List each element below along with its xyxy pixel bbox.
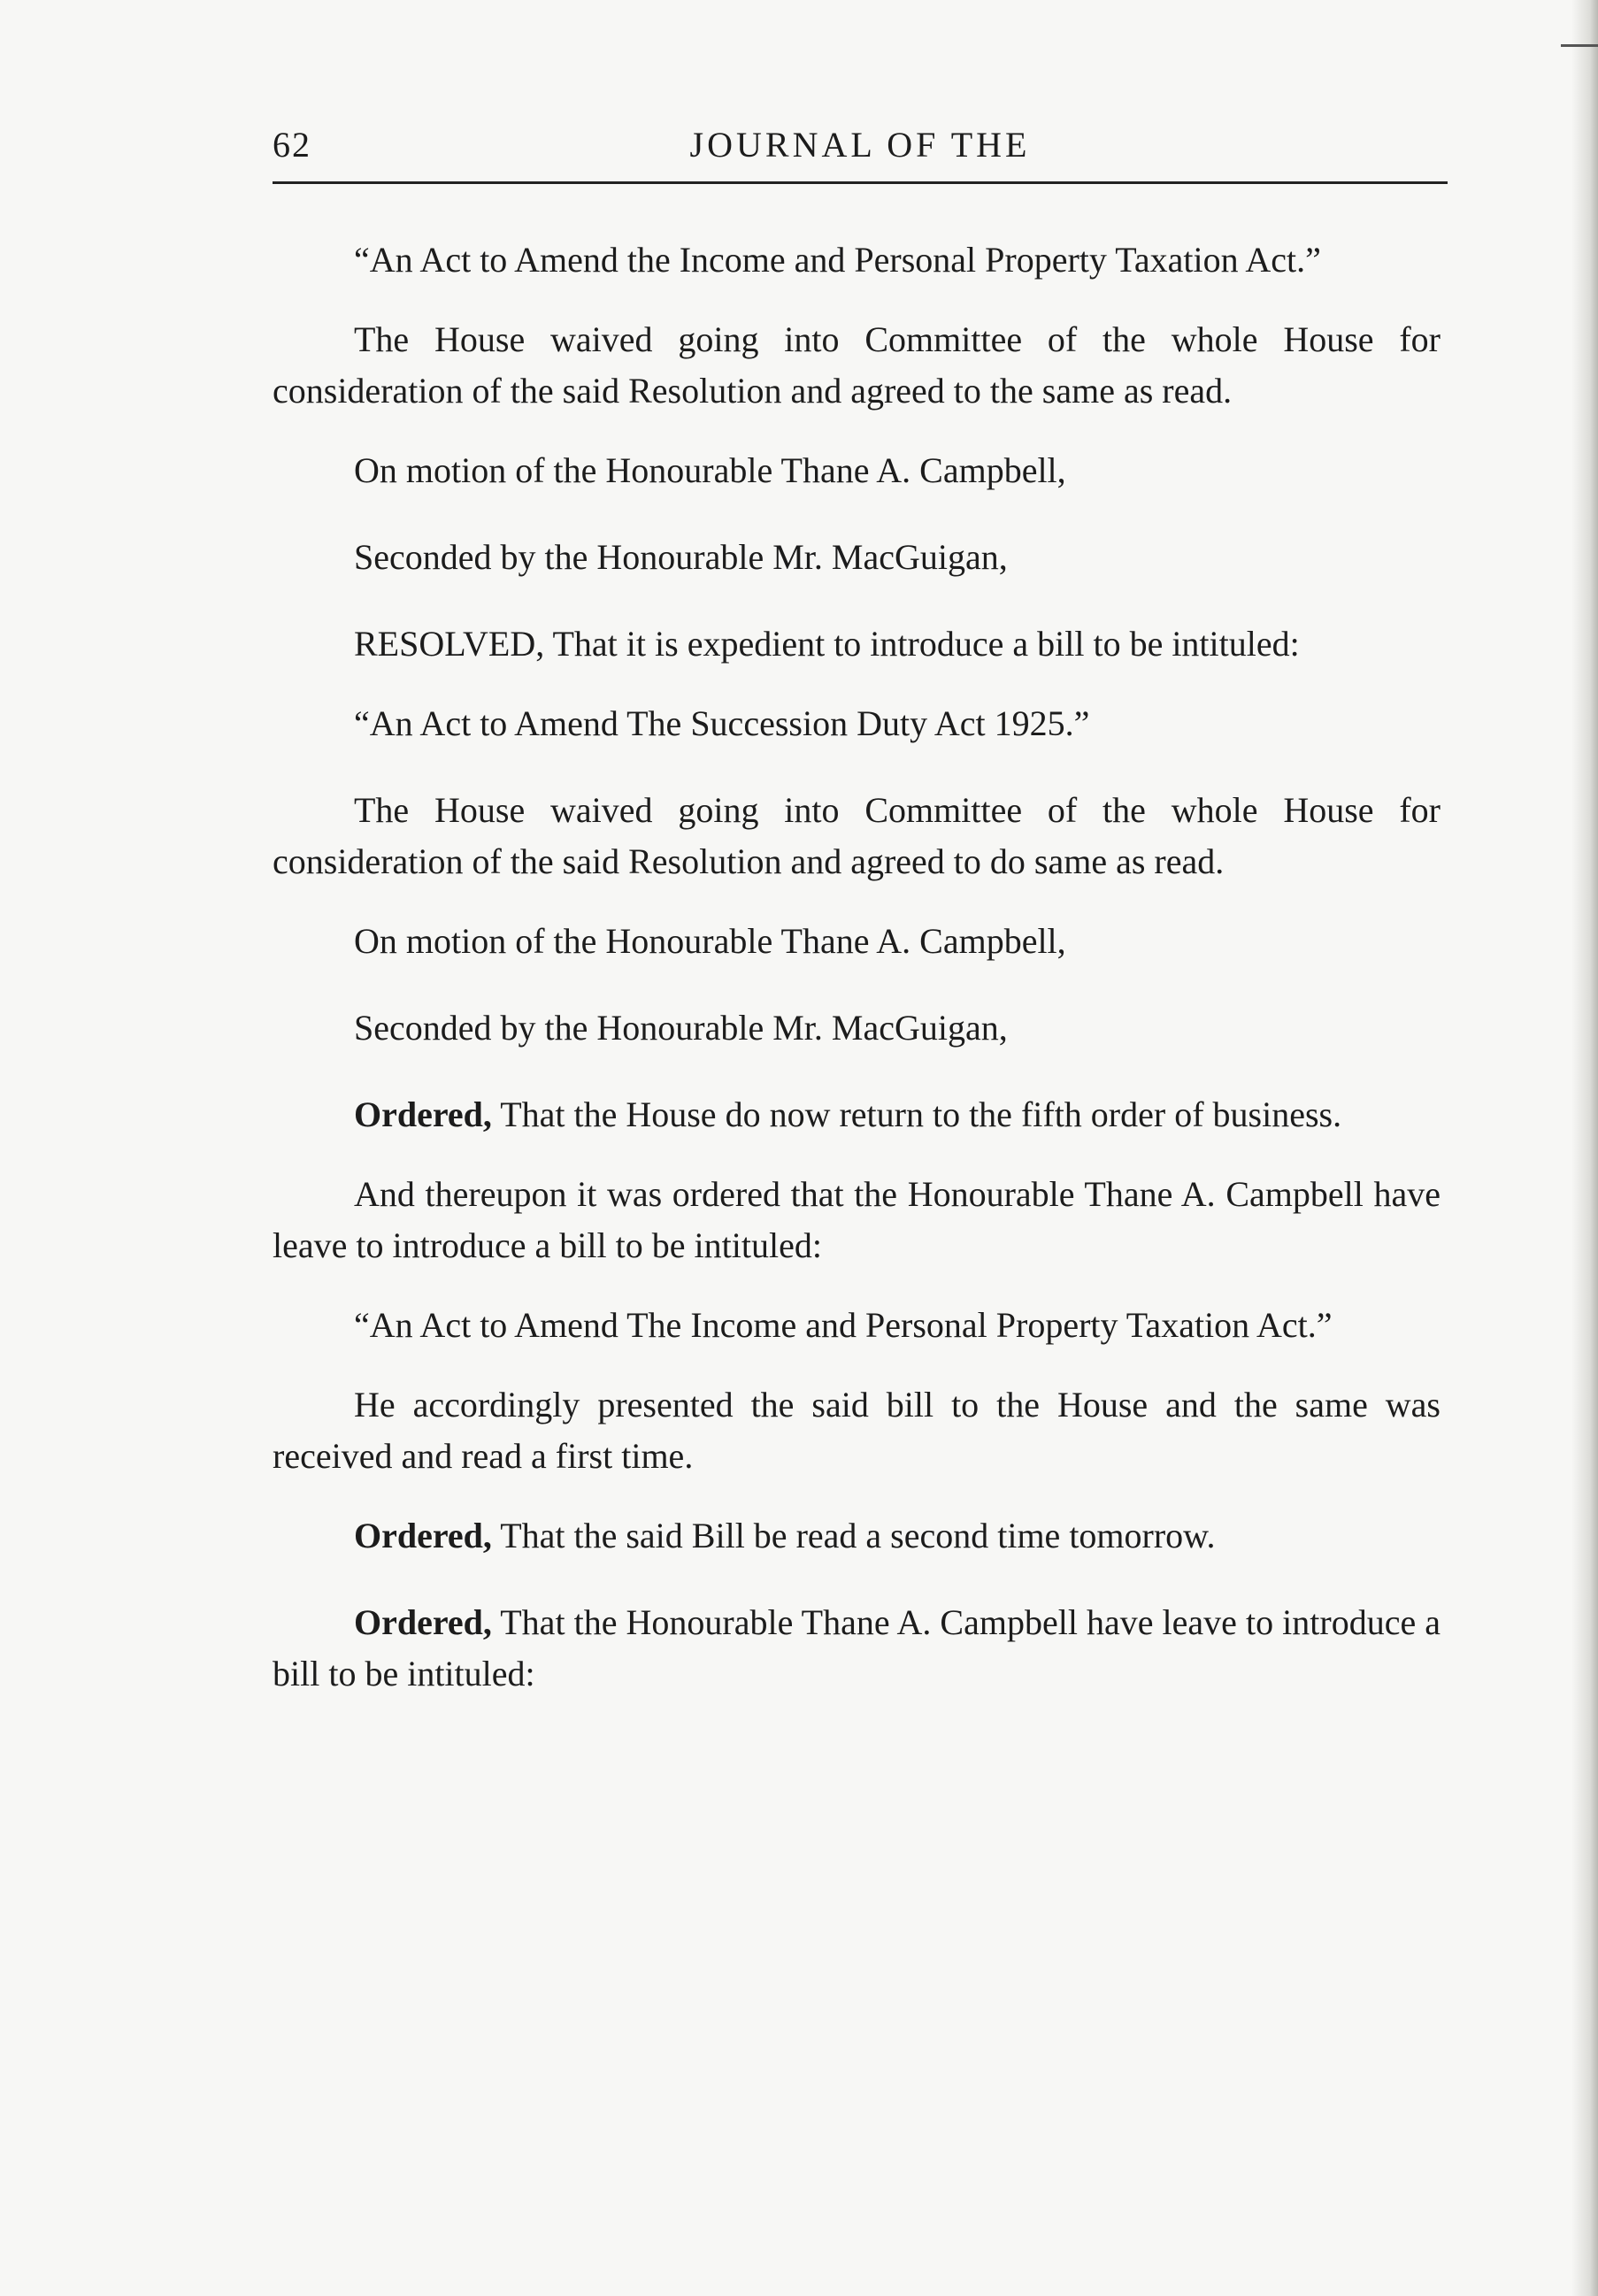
paragraph <box>273 1002 1441 1054</box>
paragraph <box>273 698 1441 749</box>
paragraph-text: The House waived going into Committee of the whole House for consideration of the said Resolution and agreed to do same as read. <box>273 790 1441 881</box>
page-header <box>273 124 1448 180</box>
paragraph <box>273 785 1441 887</box>
paragraph <box>273 234 1441 286</box>
paragraph <box>273 1089 1441 1140</box>
paragraph <box>273 1169 1441 1271</box>
paragraph-text: Seconded by the Honourable Mr. MacGuigan, <box>354 1008 1008 1048</box>
paragraph <box>273 916 1441 967</box>
paragraph-text: And thereupon it was ordered that the Honourable Thane A. Campbell have leave to introduce a bill to be intituled: <box>273 1174 1441 1265</box>
paragraph <box>273 314 1441 417</box>
paragraph-text: Seconded by the Honourable Mr. MacGuigan, <box>354 537 1008 577</box>
paragraph <box>273 618 1441 670</box>
paragraph-text: He accordingly presented the said bill to the House and the same was received and read a first time. <box>273 1385 1441 1476</box>
paragraph <box>273 1379 1441 1482</box>
paragraph-text: The House waived going into Committee of the whole House for consideration of the said Resolution and agreed to the same as read. <box>273 319 1441 411</box>
paragraph-lead: Ordered, <box>354 1602 492 1642</box>
paragraph-text: RESOLVED, That it is expedient to introduce a bill to be intituled: <box>354 624 1300 664</box>
paragraph <box>273 445 1441 496</box>
paragraph-text: “An Act to Amend The Income and Personal Property Taxation Act.” <box>354 1305 1333 1345</box>
page-number: 62 <box>273 125 311 165</box>
paragraph-text: On motion of the Honourable Thane A. Campbell, <box>354 921 1066 961</box>
paragraph-text: That the said Bill be read a second time tomorrow. <box>500 1516 1216 1555</box>
journal-body <box>273 234 1441 1728</box>
page-edge <box>1571 0 1598 2296</box>
edge-mark <box>1561 44 1598 47</box>
paragraph <box>273 532 1441 583</box>
paragraph-text: “An Act to Amend The Succession Duty Act 1925.” <box>354 703 1090 743</box>
paragraph <box>273 1510 1441 1562</box>
paragraph-text: That the Honourable Thane A. Campbell have leave to introduce a bill to be intituled: <box>273 1602 1441 1693</box>
paragraph-text: That the House do now return to the fifth order of business. <box>500 1094 1342 1134</box>
header-rule <box>273 181 1448 184</box>
paragraph <box>273 1597 1441 1700</box>
paragraph-text: On motion of the Honourable Thane A. Campbell, <box>354 450 1066 490</box>
paragraph <box>273 1300 1441 1351</box>
paragraph-lead: Ordered, <box>354 1516 492 1555</box>
paragraph-lead: Ordered, <box>354 1094 492 1134</box>
running-title: JOURNAL OF THE <box>689 125 1031 165</box>
paragraph-text: “An Act to Amend the Income and Personal Property Taxation Act.” <box>354 240 1321 280</box>
